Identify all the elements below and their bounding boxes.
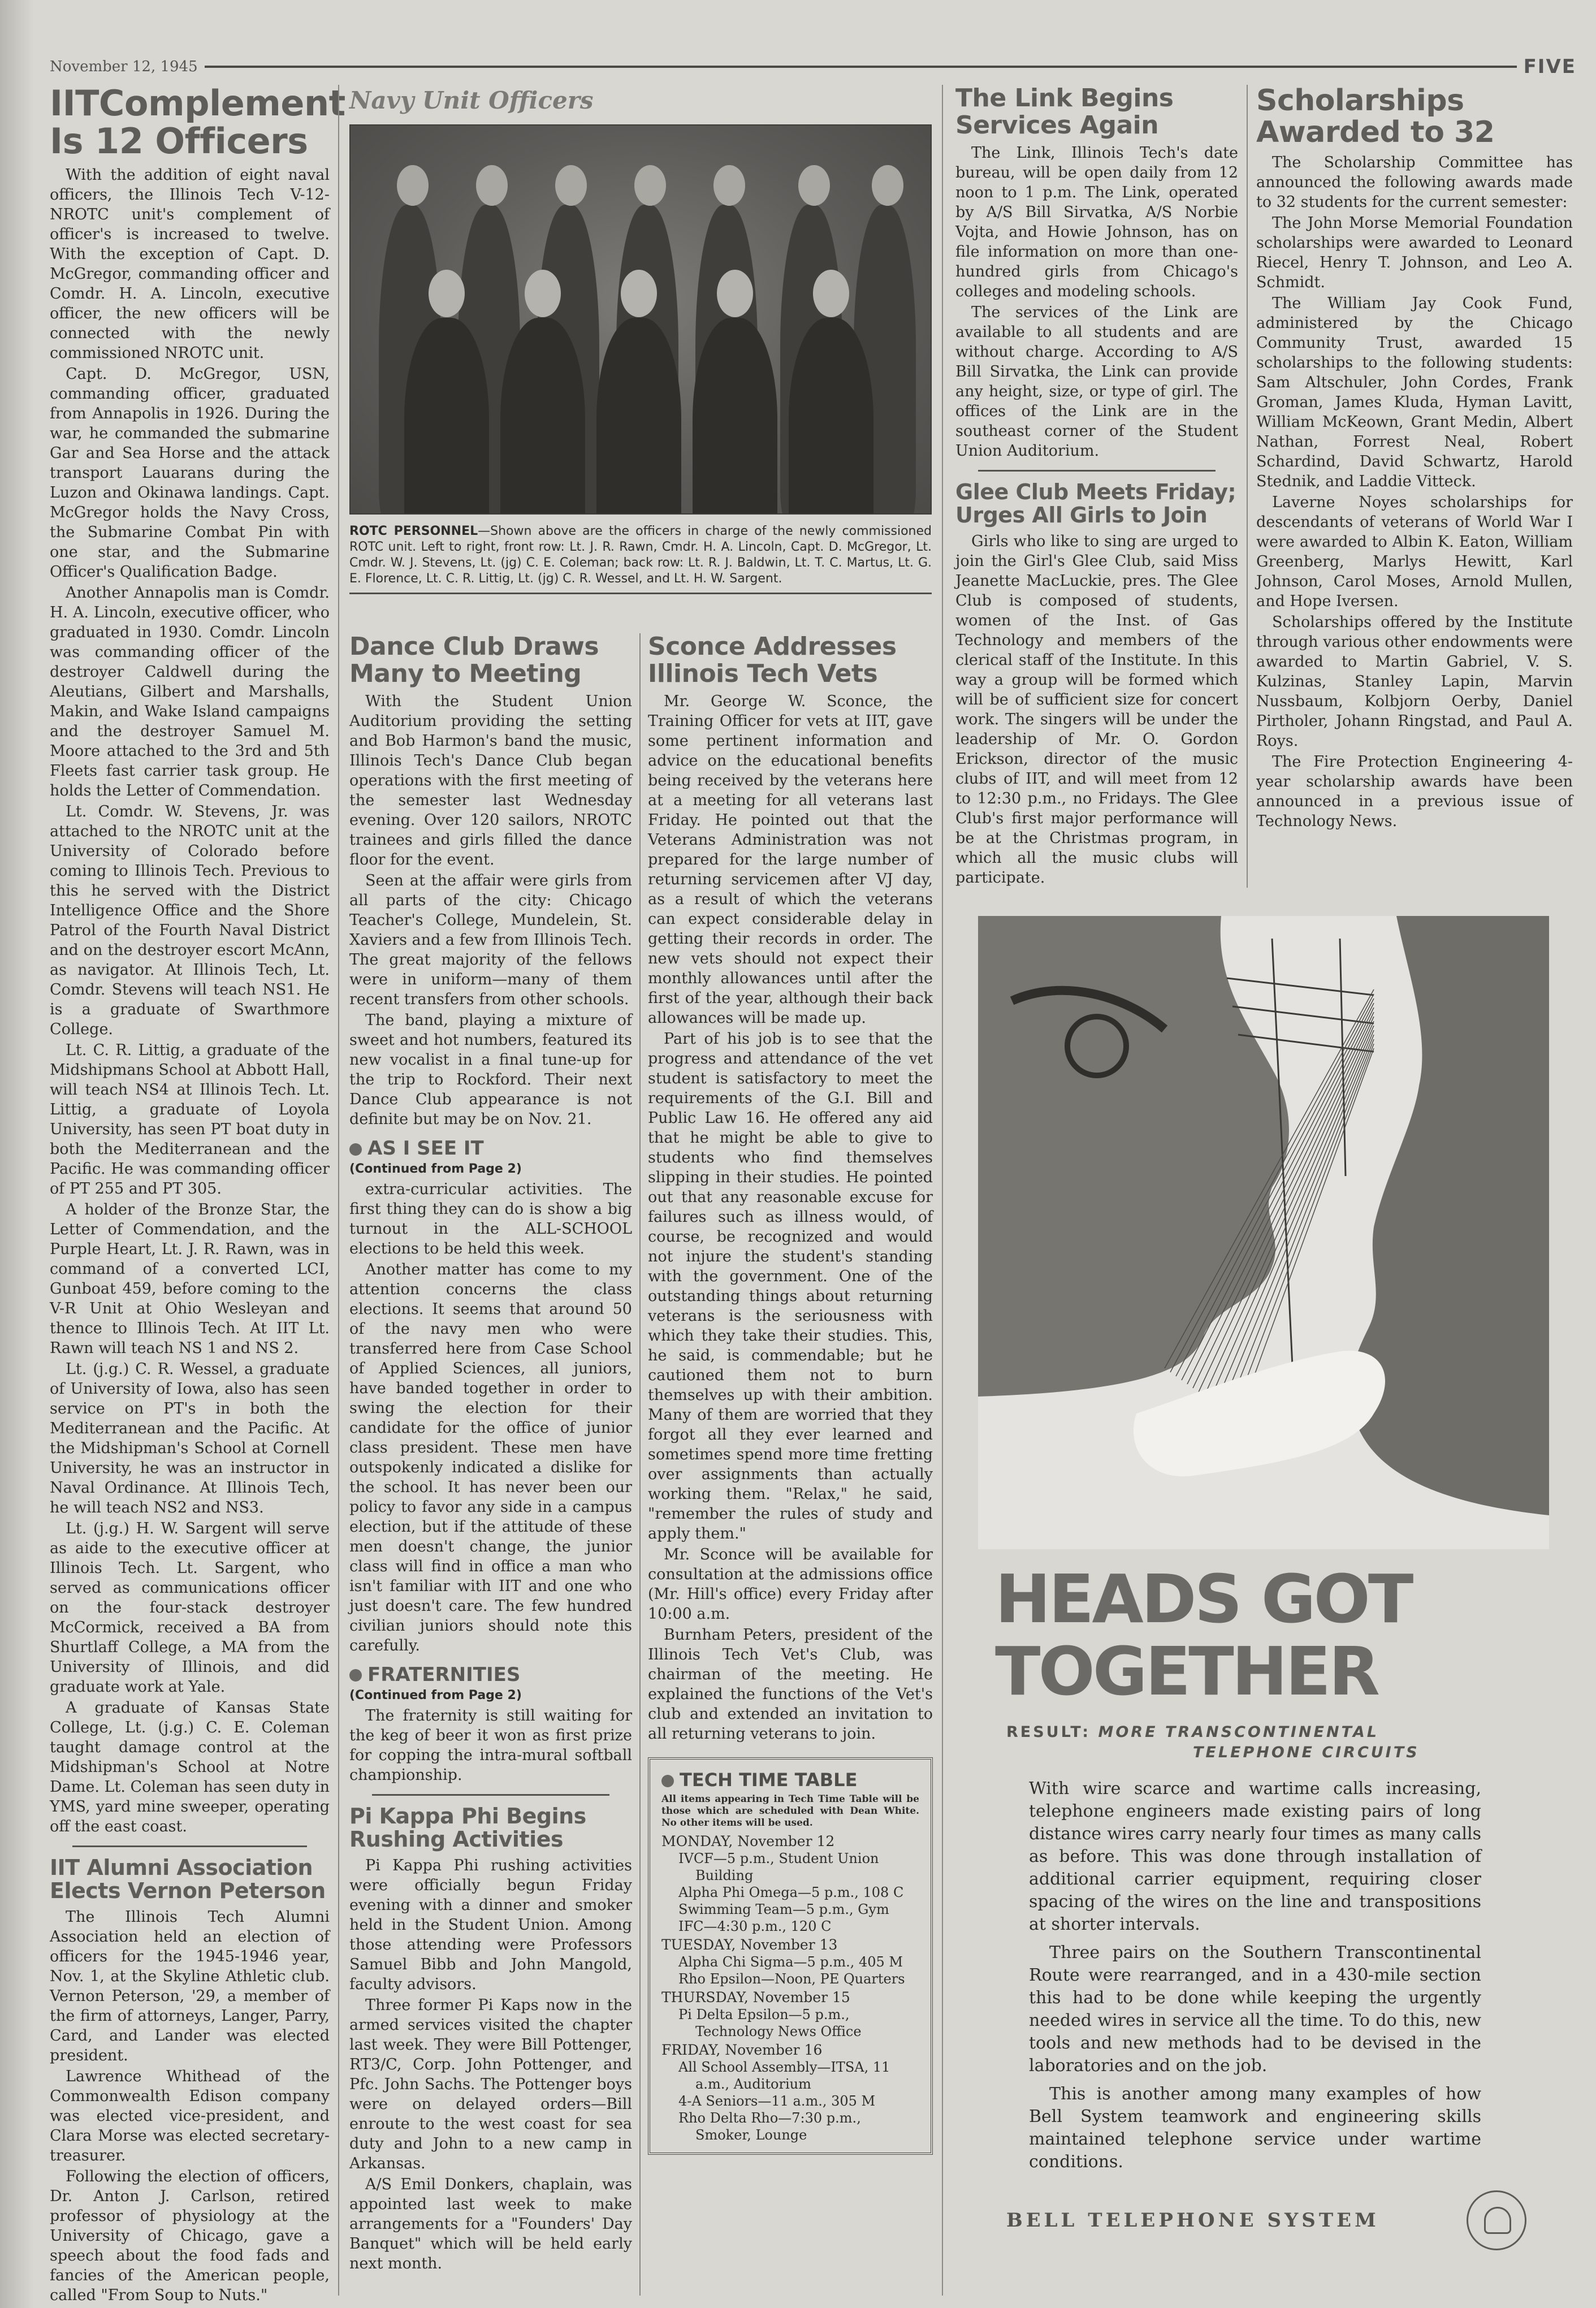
article-sconce <box>648 633 933 2155</box>
headline-glee: Glee Club Meets Friday; Urges All Girls to Join <box>955 479 1236 528</box>
column-divider <box>639 633 641 2296</box>
officer-face <box>713 165 745 206</box>
officer-figure <box>789 318 873 515</box>
headline-complement: IITComplement Is 12 Officers <box>50 83 345 162</box>
section-rule <box>72 1845 307 1847</box>
paragraph: Lt. (j.g.) H. W. Sargent will serve as aide to the executive officer at Illinois Tech. Lt. Sargent, who served as communications officer on the four-stack destroyer McCormick, received a BA from Shurtlaff College, a MA from the University of Illinois, and did graduate work at Yale. <box>50 1519 330 1696</box>
timetable-day: FRIDAY, November 16 <box>661 2042 823 2059</box>
paragraph: Pi Kappa Phi rushing activities were officially begun Friday evening with a dinner and smoker held in the Student Union. Among those attending were Professors Samuel Bibb and John Mangold, faculty advisors. <box>349 1856 632 1993</box>
paragraph: A/S Emil Donkers, chaplain, was appointed last week to make arrangements for a "Founders' Day Banquet" which will be held early next month. <box>349 2175 632 2272</box>
photo-title: Navy Unit Officers <box>349 87 594 114</box>
paragraph: Laverne Noyes scholarships for descendants of veterans of World War I were awarded to Albin K. Eaton, William Greenberg, Marlys Hewitt, Karl Johnson, Carol Moses, Arnold Mullen, and Hope Iversen. <box>1256 494 1573 611</box>
paragraph: Mr. George W. Sconce, the Training Officer for vets at IIT, gave some pertinent information and advice on the educational benefits being received by the veterans here at a meeting for all veterans last Friday. He pointed out that the Veterans Administration was not prepared for the large number of returning servicemen after VJ day, as a result of which the veterans can expect considerable delay in getting their records in order. The new vets should not expect their monthly allowances until after the first of the year, although their back allowances will be made up. <box>648 693 933 1027</box>
ad-result-line1: MORE TRANSCONTINENTAL <box>1098 1723 1379 1741</box>
article-link <box>955 85 1238 888</box>
paragraph: The Scholarship Committee has announced the following awards made to 32 students for the current semester: <box>1256 154 1573 211</box>
paragraph: Lawrence Whithead of the Commonwealth Edison company was elected vice-president, and Clara Morse was elected secretary-treasurer. <box>50 2067 330 2164</box>
column-divider <box>942 85 943 2296</box>
headline-pikappa: Pi Kappa Phi Begins Rushing Activities <box>349 1803 586 1852</box>
paragraph: The William Jay Cook Fund, administered by the Chicago Community Trust, awarded 15 scholarships to the following students: Sam Altschuler, John Cordes, Frank Groman, James Kluda, Hyman Lavitt, William McKeown, Grant Medin, Albert Nathan, Forrest Neal, Robert Schardind, David Schwartz, Harold Stednik, and Laddie Vitteck. <box>1256 295 1573 491</box>
section-rule <box>372 1794 609 1796</box>
caption-text: —Shown above are the officers in charge of the newly commissioned ROTC unit. Left to right, front row: Lt. J. R. Rawn, Cmdr. H. A. Lincoln, Capt. D. McGregor, Lt. Cmdr. W. J. Stevens, Lt. (jg) C. E. Coleman; back row: Lt. R. J. Baldwin, Lt. T. C. Martus, Lt. G. E. Florence, Lt. C. R. Littig, Lt. (jg) C. R. Wessel, and Lt. H. W. Sargent. <box>349 524 932 586</box>
paragraph: With the Student Union Auditorium providing the setting and Bob Harmon's band the music, Illinois Tech's Dance Club began operations with the first meeting of the semester last Wednesday evening. Over 120 sailors, NROTC trainees and girls filled the dance floor for the event. <box>349 693 632 869</box>
paragraph: Three pairs on the Southern Transcontinental Route were rearranged, and in a 430-mile section this had to be done while keeping the urgently needed wires in service all the time. To do this, new tools and new methods had to be devised in the laboratories and on the job. <box>1029 1943 1481 2076</box>
paragraph: Scholarships offered by the Institute through various other endowments were awarded to Martin Gabriel, V. S. Kulzinas, Stanley Lapin, Marvin Nussbaum, Kolbjorn Oerby, Daniel Pirtholer, Johann Ringstad, and Paul A. Roys. <box>1256 613 1573 750</box>
article-body <box>349 1179 632 1656</box>
paragraph: The Fire Protection Engineering 4-year scholarship awards have been announced in a previous issue of Technology News. <box>1256 753 1573 831</box>
timetable-item: 4-A Seniors—11 a.m., 305 M <box>678 2093 876 2110</box>
page-edge-stain <box>0 0 34 2308</box>
officer-figure <box>500 318 585 515</box>
kicker-fraternities <box>349 1663 632 1687</box>
dateline: November 12, 1945 <box>50 58 198 75</box>
bullet-icon <box>661 1775 674 1787</box>
paragraph: A holder of the Bronze Star, the Letter of Commendation, and the Purple Heart, Lt. J. R. Rawn, was in command of a converted LCI, Gunboat 459, before coming to the V-R Unit at Ohio Wesleyan and thence to Illinois Tech. At IIT Lt. Rawn will teach NS 1 and NS 2. <box>50 1200 330 1357</box>
ad-footer <box>1006 2190 1526 2250</box>
paragraph: Following the election of officers, Dr. Anton J. Carlson, retired professor of physiology at the University of Chicago, gave a speech about the food fads and fancies of the American people, called "From Soup to Nuts." <box>50 2167 330 2304</box>
timetable-day: MONDAY, November 12 <box>661 1833 835 1850</box>
officers-photo <box>349 124 932 515</box>
ad-headline-line1: HEADS GOT <box>995 1560 1412 1638</box>
ad-body <box>1029 1778 1481 2173</box>
officer-figure <box>693 318 777 515</box>
tech-time-table <box>648 1757 933 2155</box>
ad-result <box>1006 1722 1549 1763</box>
officer-face <box>813 270 849 317</box>
article-complement <box>50 83 345 2305</box>
paragraph: Another Annapolis man is Comdr. H. A. Lincoln, executive officer, who graduated in 1930. Comdr. Lincoln was commanding officer of the destroyer Caldwell during the Aleutians, Gilbert and Marshalls, Makin, and Wake Island campaigns and the destroyer Samuel M. Moore attached to the 3rd and 5th Fleets fast carrier task group. He holds the Letter of Commendation. <box>50 584 330 799</box>
paragraph: Capt. D. McGregor, USN, commanding officer, graduated from Annapolis in 1926. During the war, he commanded the submarine Gar and Sea Horse and the attack transport Lauarans during the Luzon and Okinawa landings. Capt. McGregor holds the Navy Cross, the Submarine Combat Pin with one star, and the Submarine Officer's Qualification Badge. <box>50 365 330 581</box>
bullet-icon <box>349 1143 362 1156</box>
masthead-rule <box>205 66 1517 68</box>
photo-block <box>349 85 932 594</box>
ad-illustration <box>978 916 1549 1549</box>
ad-signature: BELL TELEPHONE SYSTEM <box>1006 2209 1379 2232</box>
ad-headline-line2: TOGETHER <box>995 1632 1378 1710</box>
column-divider <box>338 85 339 2296</box>
paragraph: The fraternity is still waiting for the keg of beer it won as first prize for copping the intra-mural softball championship. <box>349 1706 632 1784</box>
paragraph: With wire scarce and wartime calls increasing, telephone engineers made existing pairs of long distance wires carry nearly four times as many calls as before. This was done through installation of additional carrier equipment, requiring closer spacing of the wires on the line and transpositions at shorter intervals. <box>1029 1779 1481 1934</box>
officer-face <box>476 165 508 206</box>
paragraph: Another matter has come to my attention concerns the class elections. It seems that around 50 of the navy men who were transferred here from Case School of Applied Sciences, all juniors, have banded together in order to swing the election for their candidate for the office of junior class president. These men have outspokenly indicated a dislike for the school. It has never been our policy to favor any side in a campus election, but if the attitude of these men doesn't change, the junior class will find in office a man who isn't familiar with IIT and one who just doesn't care. The few hundred civilian juniors should note this carefully. <box>349 1260 632 1654</box>
paragraph: extra-curricular activities. The first thing they can do is show a big turnout in the ALL-SCHOOL elections to be held this week. <box>349 1180 632 1257</box>
ad-headline <box>995 1560 1583 1710</box>
officer-face <box>397 165 429 206</box>
page-number: FIVE <box>1523 55 1576 78</box>
article-body <box>50 1907 330 2305</box>
paragraph: With the addition of eight naval officers, the Illinois Tech V-12-NROTC unit's complement of officer's is increased to twelve. With the exception of Capt. D. McGregor, commanding officer and Comdr. H. A. Lincoln, executive officer, the new officers will be connected with the newly commissioned NROTC unit. <box>50 166 330 362</box>
headline-sconce: Sconce Addresses Illinois Tech Vets <box>648 632 897 688</box>
officer-face <box>525 270 561 317</box>
timetable-title <box>661 1769 919 1791</box>
paragraph: A graduate of Kansas State College, Lt. (j.g.) C. E. Coleman taught damage control at the Midshipman's School at Notre Dame. Lt. Coleman has seen duty in YMS, yard mine sweeper, operating off the east coast. <box>50 1698 330 1835</box>
officer-face <box>429 270 465 317</box>
timetable-item: Alpha Chi Sigma—5 p.m., 405 M <box>678 1954 903 1970</box>
paragraph: Seen at the affair were girls from all parts of the city: Chicago Teacher's College, Mundelein, St. Xaviers and a few from Illinois Tech. The great majority of the fellows were in uniform—many of them recent transfers from other schools. <box>349 872 632 1009</box>
officer-figure <box>596 318 681 515</box>
paragraph: The Illinois Tech Alumni Association held an election of officers for the 1945-1946 year, Nov. 1, at the Skyline Athletic club. Vernon Peterson, '29, a member of the firm of attorneys, Langer, Parry, Card, and Lander was elected president. <box>50 1908 330 2064</box>
article-body <box>648 691 933 1744</box>
timetable-days <box>661 1832 919 2143</box>
headline-link: The Link Begins Services Again <box>955 84 1174 140</box>
kicker-as-i-see-it <box>349 1137 632 1160</box>
continued-note: (Continued from Page 2) <box>349 1161 522 1176</box>
timetable-item: IVCF—5 p.m., Student Union Building <box>678 1851 879 1884</box>
timetable-item: Rho Epsilon—Noon, PE Quarters <box>678 1971 905 1987</box>
timetable-item: All School Assembly—ITSA, 11 a.m., Auditorium <box>678 2059 890 2093</box>
column-divider <box>1247 85 1248 888</box>
timetable-item: Pi Delta Epsilon—5 p.m., Technology News Office <box>678 2007 862 2040</box>
section-rule <box>978 470 1216 472</box>
ad-result-line2: TELEPHONE CIRCUITS <box>1193 1744 1420 1761</box>
timetable-day: THURSDAY, November 15 <box>661 1989 850 2006</box>
bullet-icon <box>349 1669 362 1682</box>
officer-face <box>717 270 753 317</box>
paragraph: Mr. Sconce will be available for consultation at the admissions office (Mr. Hill's office) every Friday after 10:00 a.m. <box>648 1546 933 1623</box>
officer-face <box>621 270 657 317</box>
paragraph: Lt. (j.g.) C. R. Wessel, a graduate of University of Iowa, also has seen service on PT's in both the Mediterranean and the Pacific. At the Midshipman's School at Cornell University, he was an instructor in Naval Ordinance. At Illinois Tech, he will teach NS2 and NS3. <box>50 1360 330 1516</box>
ad-result-label: RESULT: <box>1006 1723 1091 1741</box>
paragraph: Burnham Peters, president of the Illinois Tech Vet's Club, was chairman of the meeting. He explained the functions of the Vet's club and extended an invitation to all returning veterans to join. <box>648 1626 933 1743</box>
bell-telephone-ad <box>961 916 1583 2250</box>
officer-face <box>798 165 830 206</box>
paragraph: Three former Pi Kaps now in the armed services visited the chapter last week. They were Bill Pottenger, RT3/C, Corp. John Pottenger, and Pfc. John Sachs. The Pottenger boys were on delayed orders—Bill enroute to the west coast for sea duty and John to a new camp in Arkansas. <box>349 1996 632 2172</box>
timetable-title-text: TECH TIME TABLE <box>680 1769 858 1791</box>
continued-note: (Continued from Page 2) <box>349 1688 522 1702</box>
timetable-note: All items appearing in Tech Time Table will be those which are scheduled with Dean White. No other items will be used. <box>661 1793 919 1829</box>
headline-dance: Dance Club Draws Many to Meeting <box>349 632 599 688</box>
officer-face <box>555 165 587 206</box>
paragraph: Lt. Comdr. W. Stevens, Jr. was attached to the NROTC unit at the University of Colorado before coming to Illinois Tech. Previous to this he served with the District Intelligence Office and the Shore Patrol of the Fourth Naval District and on the destroyer escort McAnn, as navigator. At Illinois Tech, Lt. Comdr. Stevens will teach NS1. He is a graduate of Swarthmore College. <box>50 802 330 1038</box>
paragraph: This is another among many examples of how Bell System teamwork and engineering skills maintained telephone service under wartime conditions. <box>1029 2084 1481 2172</box>
paragraph: The John Morse Memorial Foundation scholarships were awarded to Leonard Riecel, Henry T. Johnson, and Leo A. Schmidt. <box>1256 214 1573 292</box>
paragraph: Girls who like to sing are urged to join the Girl's Glee Club, said Miss Jeanette MacLuckie, pres. The Glee Club is composed of students, women of the Inst. of Gas Technology and members of the clerical staff of the Institute. In this way a group will be formed which will be of sufficient size for concert work. The singers will be under the leadership of Mr. O. Gordon Erickson, director of the music clubs of IIT, and will meet from 12 to 12:30 p.m., no Fridays. The Glee Club's first major performance will be at the Christmas program, in which all the music clubs will participate. <box>955 533 1238 887</box>
timetable-item: Swimming Team—5 p.m., Gym <box>678 1901 889 1918</box>
masthead <box>50 54 1576 79</box>
paragraph: Lt. C. R. Littig, a graduate of the Midshipmans School at Abbott Hall, will teach NS4 at Illinois Tech. Lt. Littig, a graduate of Loyola University, has seen PT boat duty in both the Mediterranean and the Pacific. He was commanding officer of PT 255 and PT 305. <box>50 1041 330 1198</box>
article-body <box>349 691 632 1129</box>
paragraph: The services of the Link are available to all students and are without charge. According to A/S Bill Sirvatka, the Link can provide any height, size, or type of girl. The offices of the Link are in the southeast corner of the Student Union Auditorium. <box>955 304 1238 460</box>
timetable-item: Alpha Phi Omega—5 p.m., 108 C <box>678 1885 904 1901</box>
headline-scholarships: Scholarships Awarded to 32 <box>1256 84 1495 150</box>
officer-face <box>872 165 903 206</box>
photo-caption <box>349 524 932 587</box>
timetable-item: IFC—4:30 p.m., 120 C <box>678 1918 832 1935</box>
paragraph: The Link, Illinois Tech's date bureau, will be open daily from 12 noon to 1 p.m. The Link, operated by A/S Bill Sirvatka, A/S Norbie Vojta, and Howie Johnson, has on file information on more than one-hundred girls from Chicago's colleges and modeling schools. <box>955 144 1238 301</box>
paragraph: The band, playing a mixture of sweet and hot numbers, featured its new vocalist in a final tune-up for the trip to Rockford. Their next Dance Club appearance is not definite but may be on Nov. 21. <box>349 1012 632 1129</box>
paragraph: Part of his job is to see that the progress and attendance of the vet student is satisfactory to meet the requirements of the G.I. Bill and Public Law 16. He offered any aid that he might be able to give to students who find themselves slipping in their studies. He pointed out that any reasonable excuse for failures such as illness would, of course, be recognized and would not injure the student's standing with the government. One of the outstanding things about returning veterans is the seriousness with which they take their studies. This, he said, is commendable; but he cautioned them not to burn themselves up with their ambition. Many of them are worried that they forgot all they ever learned and sometimes spend more time fretting over assignments than actually working them. "Relax," he said, "remember the rules of study and apply them." <box>648 1030 933 1543</box>
officer-figure <box>404 318 489 515</box>
article-dance <box>349 633 632 2274</box>
article-body <box>349 1856 632 2274</box>
article-body <box>955 531 1238 888</box>
article-body <box>955 143 1238 461</box>
caption-rule <box>349 593 932 594</box>
caption-lead: ROTC PERSONNEL <box>349 524 478 538</box>
article-body <box>349 1706 632 1785</box>
headline-alumni: IIT Alumni Association Elects Vernon Peterson <box>50 1855 326 1903</box>
timetable-item: Rho Delta Rho—7:30 p.m., Smoker, Lounge <box>678 2110 861 2143</box>
kicker-label: FRATERNITIES <box>367 1663 521 1686</box>
officer-face <box>634 165 666 206</box>
bell-system-seal-icon <box>1467 2190 1526 2250</box>
kicker-label: AS I SEE IT <box>367 1137 484 1160</box>
article-scholarships <box>1256 85 1573 831</box>
article-body <box>50 165 330 1836</box>
article-body <box>1256 153 1573 831</box>
timetable-day: TUESDAY, November 13 <box>661 1937 838 1953</box>
